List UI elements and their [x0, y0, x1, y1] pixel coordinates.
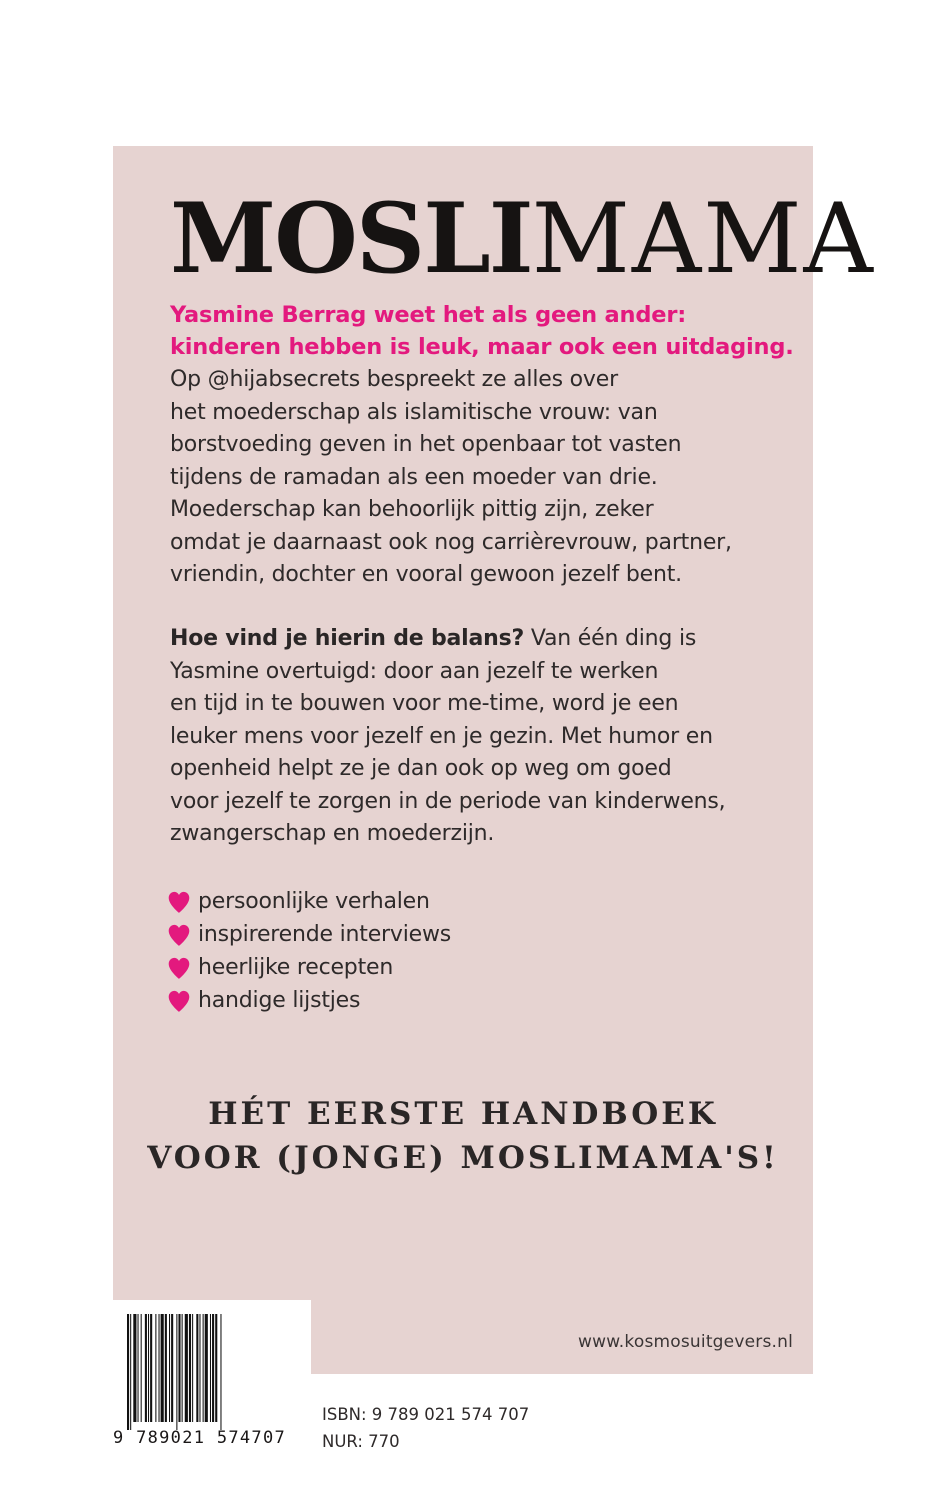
book-meta [322, 1401, 529, 1455]
list-item [166, 918, 666, 951]
paragraph-line: het moederschap als islamitische vrouw: van [170, 399, 658, 425]
paragraph-2-question: Hoe vind je hierin de balans? [170, 626, 525, 651]
paragraph-line: Moederschap kan behoorlijk pittig zijn, zeker [170, 497, 654, 522]
paragraph-line: Op @hijabsecrets bespreekt ze alles over [170, 367, 618, 392]
title-bold-part: MOSLI [170, 182, 532, 295]
heart-icon [166, 955, 192, 981]
barcode-bar [171, 1314, 173, 1422]
barcode-bar [196, 1314, 198, 1422]
barcode-bar [182, 1314, 183, 1422]
paragraph-1 [170, 364, 790, 592]
lead-line: Yasmine Berrag weet het als geen ander: [170, 302, 687, 328]
barcode-bar [185, 1314, 188, 1422]
list-item-text: heerlijke recepten [198, 955, 394, 980]
paragraph-line [170, 623, 790, 656]
barcode-area [113, 1300, 311, 1457]
barcode-bar [176, 1314, 177, 1430]
paragraph-line: voor jezelf te zorgen in de periode van kinderwens, [170, 788, 726, 814]
paragraph-line: vriendin, dochter en vooral gewoon jezelf bent. [170, 562, 682, 587]
paragraph-line: en tijd in te bouwen voor me-time, word je een [170, 691, 679, 716]
barcode-bar [155, 1314, 156, 1422]
paragraph-line: borstvoeding geven in het openbaar tot vasten [170, 432, 682, 457]
barcode-bar [141, 1314, 142, 1422]
paragraph-2-first-rest: Van één ding is [524, 626, 697, 651]
heart-icon [166, 889, 192, 915]
barcode-bar [148, 1314, 149, 1422]
heart-icon [166, 988, 192, 1014]
lead-text [170, 299, 794, 363]
paragraph-2 [170, 623, 790, 851]
barcode-bar [145, 1314, 147, 1422]
list-item-text: handige lijstjes [198, 988, 361, 1013]
barcode-bar [199, 1314, 200, 1422]
list-item [166, 951, 666, 984]
barcode-bar [178, 1314, 180, 1422]
barcode-bar [192, 1314, 193, 1422]
barcode-bar [150, 1314, 152, 1422]
barcode [127, 1314, 305, 1430]
barcode-bar [210, 1314, 211, 1422]
barcode-bar [169, 1314, 170, 1422]
list-item-text: inspirerende interviews [198, 922, 452, 947]
barcode-bar [220, 1314, 221, 1430]
barcode-bar [165, 1314, 167, 1422]
paragraph-line: Yasmine overtuigd: door aan jezelf te werken [170, 658, 659, 684]
paragraph-line: leuker mens voor jezelf en je gezin. Met humor en [170, 723, 713, 749]
paragraph-line: omdat je daarnaast ook nog carrièrevrouw, partner, [170, 529, 732, 555]
barcode-bar [133, 1314, 136, 1422]
nur-text: NUR: 770 [322, 1432, 400, 1451]
barcode-bar [189, 1314, 191, 1422]
publisher-website: www.kosmosuitgevers.nl [578, 1332, 793, 1352]
barcode-bar [212, 1314, 214, 1422]
title-light-part: MAMA [531, 183, 875, 295]
heart-icon [166, 922, 192, 948]
slogan-line: HÉT EERSTE HANDBOEK [208, 1096, 718, 1132]
barcode-bar [138, 1314, 139, 1422]
barcode-bar [205, 1314, 208, 1422]
slogan [113, 1092, 813, 1180]
barcode-bar [215, 1314, 217, 1422]
barcode-number: 9 789021 574707 [113, 1428, 287, 1448]
paragraph-line: zwangerschap en moederzijn. [170, 821, 495, 846]
barcode-bar [159, 1314, 160, 1422]
list-item [166, 984, 666, 1017]
barcode-bar [130, 1314, 131, 1430]
list-item [166, 885, 666, 918]
slogan-line: VOOR (JONGE) MOSLIMAMA'S! [147, 1140, 779, 1176]
barcode-bar [161, 1314, 164, 1422]
book-title [170, 182, 875, 295]
paragraph-line: openheid helpt ze je dan ook op weg om goed [170, 756, 672, 781]
paragraph-line: tijdens de ramadan als een moeder van drie. [170, 464, 658, 490]
barcode-bar [203, 1314, 204, 1422]
list-item-text: persoonlijke verhalen [198, 889, 430, 914]
lead-line: kinderen hebben is leuk, maar ook een uitdaging. [170, 334, 794, 360]
isbn-text: ISBN: 9 789 021 574 707 [322, 1405, 530, 1424]
feature-list [166, 885, 666, 1017]
barcode-bar [127, 1314, 129, 1430]
